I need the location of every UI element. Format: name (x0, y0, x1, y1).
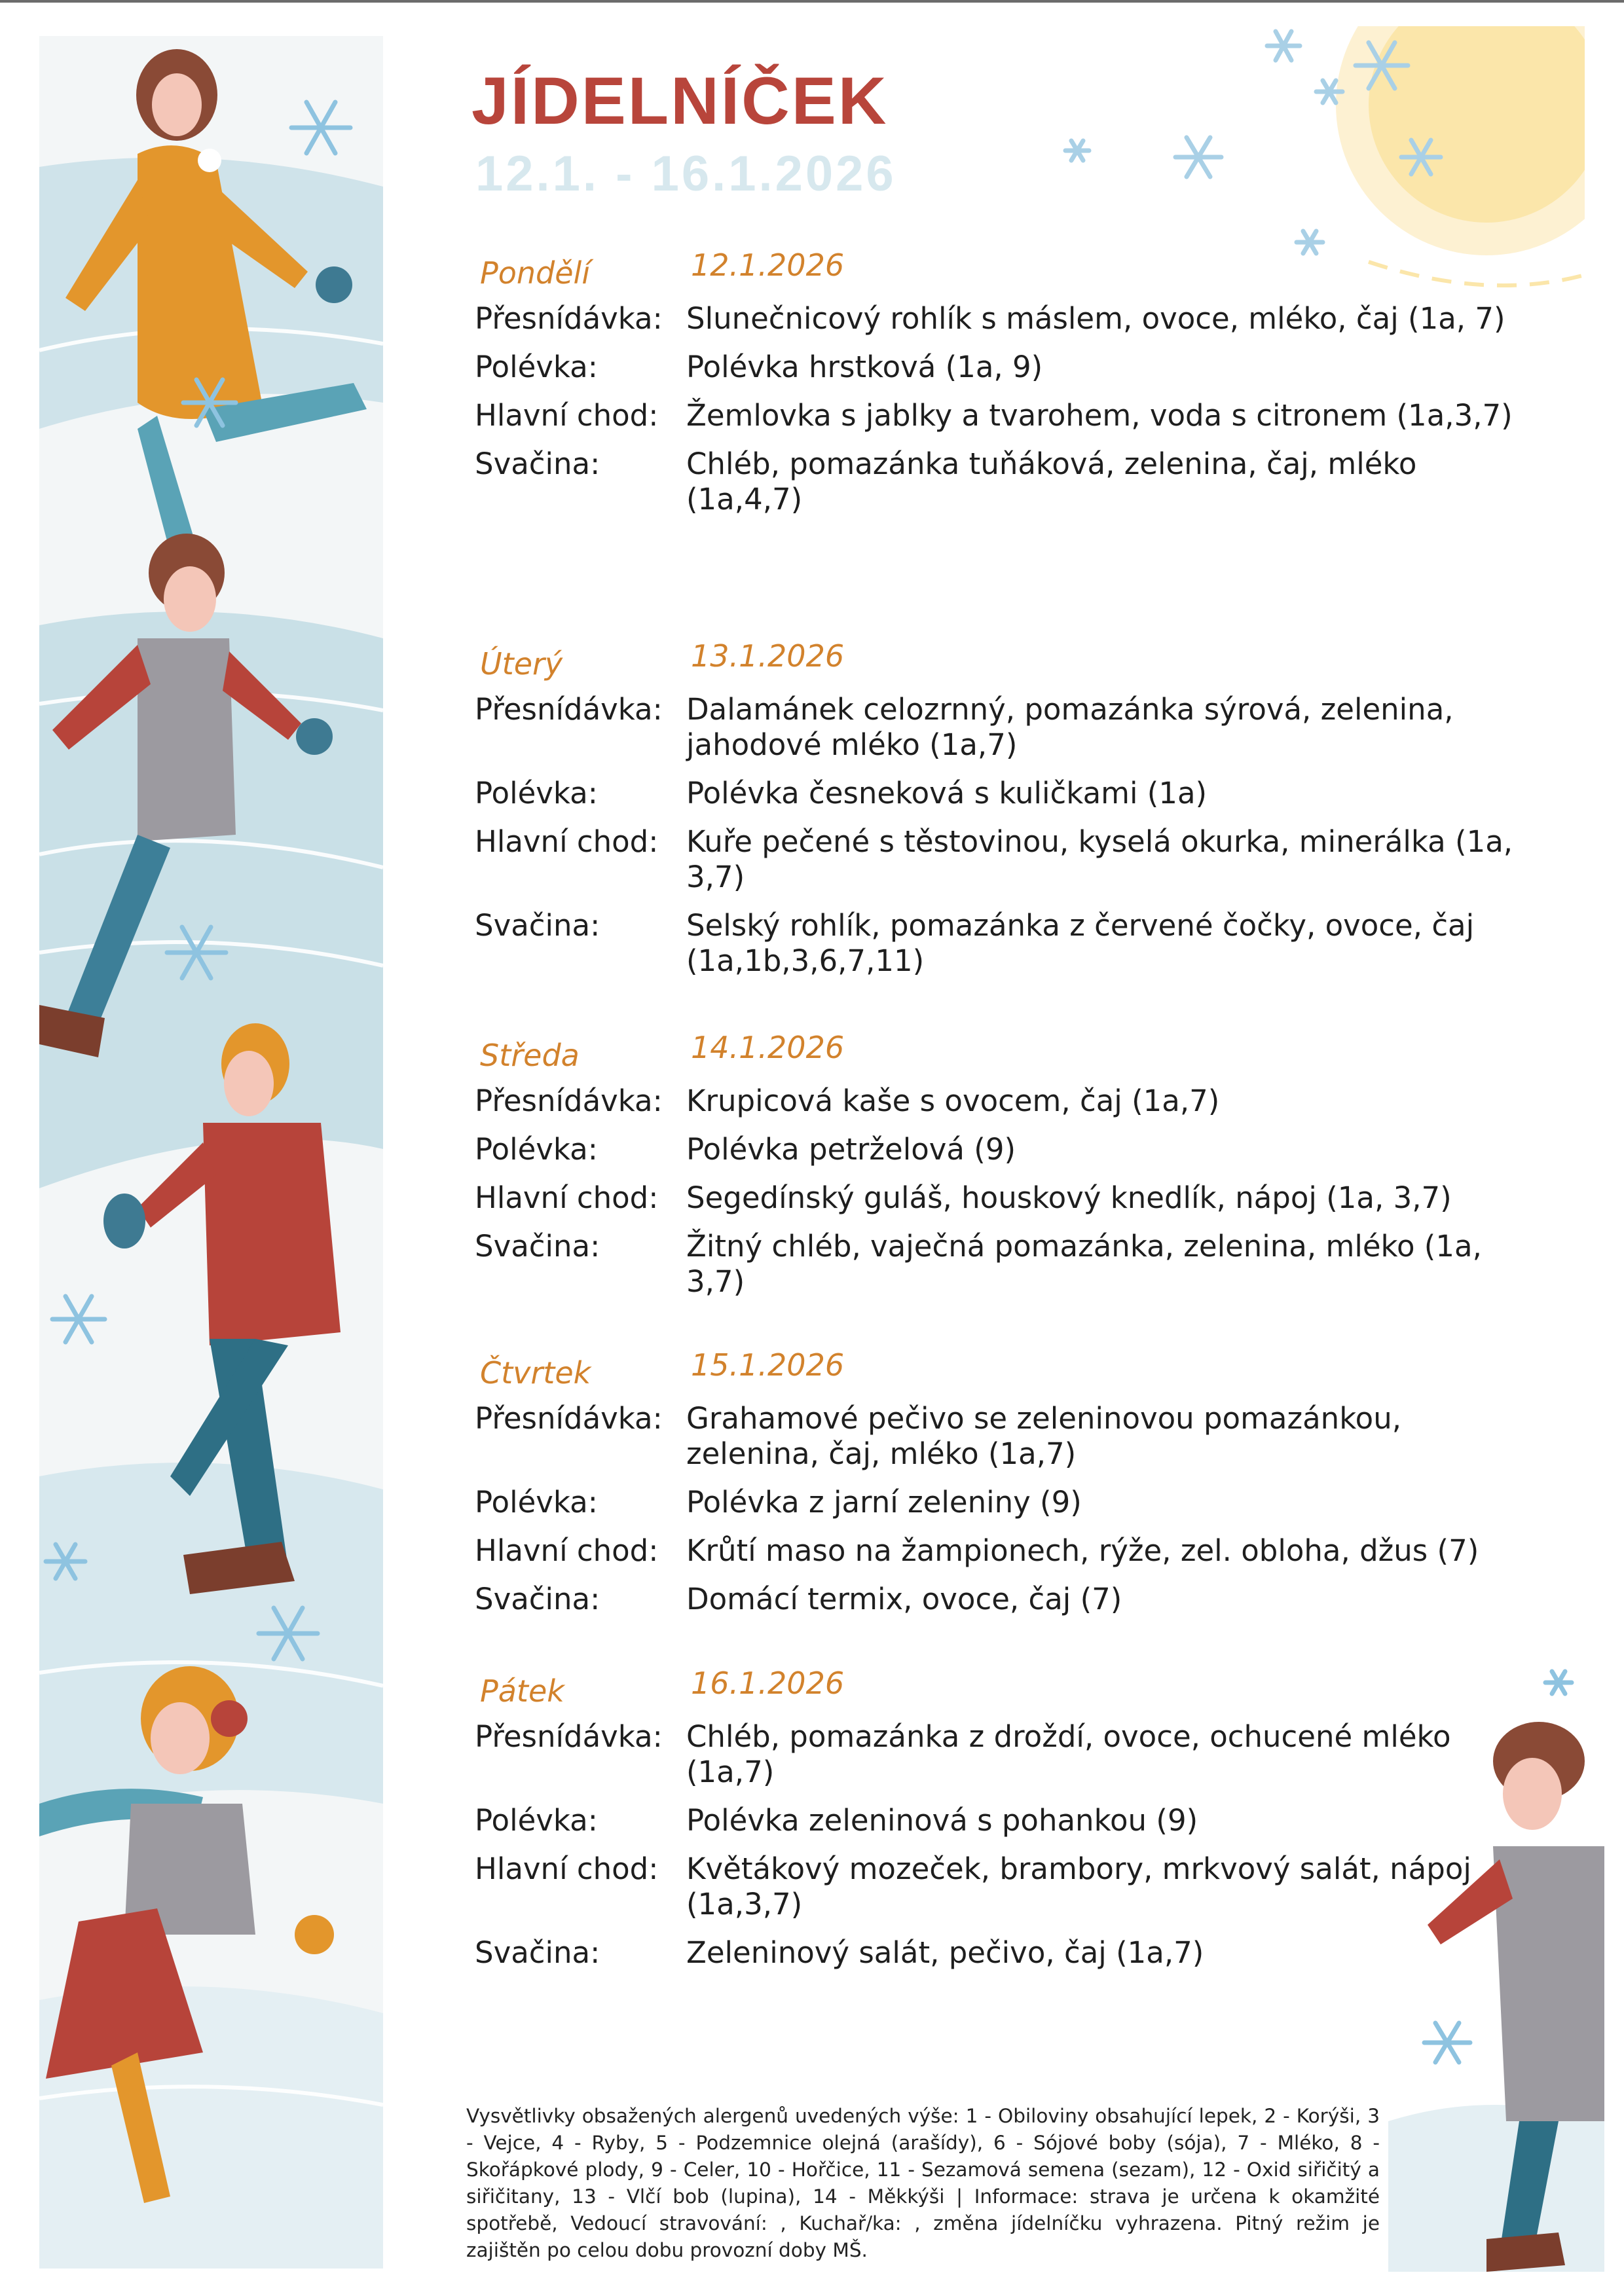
meal-breakfast (475, 1719, 1536, 1790)
meal-breakfast (475, 1084, 1536, 1119)
day-name: Středa (480, 1038, 580, 1073)
meal-text: Polévka z jarní zeleniny (9) (686, 1485, 1082, 1520)
day-thursday (475, 1349, 1536, 1630)
day-wednesday (475, 1031, 1536, 1313)
meal-soup (475, 1132, 1536, 1167)
meal-soup (475, 350, 1536, 385)
meal-label: Polévka: (475, 350, 598, 384)
meal-label: Přesnídávka: (475, 692, 663, 727)
skaters-illustration (39, 36, 383, 2269)
meal-label: Svačina: (475, 1229, 600, 1264)
meal-label: Hlavní chod: (475, 824, 659, 859)
meal-breakfast (475, 692, 1536, 763)
meal-label: Svačina: (475, 1935, 600, 1970)
meal-snack (475, 446, 1536, 517)
meal-label: Přesnídávka: (475, 301, 663, 336)
meal-text: Žitný chléb, vaječná pomazánka, zelenina, mléko (1a, 3,7) (686, 1229, 1482, 1299)
meal-text: Polévka česneková s kuličkami (1a) (686, 776, 1208, 811)
meal-text: Slunečnicový rohlík s máslem, ovoce, mléko, čaj (1a, 7) (686, 301, 1505, 336)
day-date: 12.1.2026 (691, 247, 845, 283)
meal-soup (475, 776, 1536, 811)
day-name: Pondělí (480, 255, 591, 291)
meal-main (475, 1851, 1536, 1922)
meal-text: Polévka hrstková (1a, 9) (686, 350, 1043, 384)
meal-text: Domácí termix, ovoce, čaj (7) (686, 1582, 1122, 1616)
day-name: Čtvrtek (480, 1355, 591, 1391)
meal-text: Dalamánek celozrnný, pomazánka sýrová, zelenina, jahodové mléko (1a,7) (686, 692, 1454, 762)
meal-text: Kuře pečené s těstovinou, kyselá okurka, minerálka (1a, 3,7) (686, 824, 1513, 894)
meal-label: Polévka: (475, 1132, 598, 1167)
meal-text: Chléb, pomazánka z droždí, ovoce, ochucené mléko (1a,7) (686, 1719, 1451, 1789)
day-tuesday (475, 640, 1536, 992)
meal-text: Květákový mozeček, brambory, mrkvový salát, nápoj (1a,3,7) (686, 1851, 1471, 1922)
meal-label: Hlavní chod: (475, 1851, 659, 1886)
meal-label: Přesnídávka: (475, 1719, 663, 1754)
day-date: 15.1.2026 (691, 1347, 845, 1383)
meal-label: Polévka: (475, 1485, 598, 1520)
day-name: Pátek (480, 1673, 564, 1709)
meal-breakfast (475, 1401, 1536, 1472)
day-friday (475, 1667, 1536, 1984)
meal-text: Grahamové pečivo se zeleninovou pomazánkou, zelenina, čaj, mléko (1a,7) (686, 1401, 1402, 1471)
meal-label: Svačina: (475, 446, 600, 481)
meal-label: Přesnídávka: (475, 1401, 663, 1436)
meal-label: Polévka: (475, 1803, 598, 1838)
meal-snack (475, 908, 1536, 979)
meal-text: Krupicová kaše s ovocem, čaj (1a,7) (686, 1084, 1220, 1118)
meal-text: Segedínský guláš, houskový knedlík, nápoj (1a, 3,7) (686, 1180, 1452, 1215)
meal-snack (475, 1935, 1536, 1971)
meal-text: Polévka petrželová (9) (686, 1132, 1016, 1167)
meal-snack (475, 1229, 1536, 1300)
day-date: 13.1.2026 (691, 638, 845, 674)
meal-text: Zeleninový salát, pečivo, čaj (1a,7) (686, 1935, 1204, 1970)
meal-text: Žemlovka s jablky a tvarohem, voda s citronem (1a,3,7) (686, 398, 1513, 433)
meal-breakfast (475, 301, 1536, 337)
meal-snack (475, 1582, 1536, 1617)
day-date: 16.1.2026 (691, 1666, 845, 1701)
meal-label: Hlavní chod: (475, 398, 659, 433)
meal-label: Hlavní chod: (475, 1180, 659, 1215)
meal-soup (475, 1803, 1536, 1838)
meal-main (475, 398, 1536, 433)
meal-main (475, 824, 1536, 895)
meal-soup (475, 1485, 1536, 1520)
meal-label: Svačina: (475, 908, 600, 943)
meal-label: Přesnídávka: (475, 1084, 663, 1118)
top-border-line (0, 0, 1624, 3)
meal-text: Chléb, pomazánka tuňáková, zelenina, čaj, mléko (1a,4,7) (686, 446, 1417, 517)
meal-text: Krůtí maso na žampionech, rýže, zel. obloha, džus (7) (686, 1533, 1479, 1568)
day-monday (475, 249, 1536, 530)
date-range: 12.1. - 16.1.2026 (475, 146, 896, 202)
meal-text: Selský rohlík, pomazánka z červené čočky, ovoce, čaj (1a,1b,3,6,7,11) (686, 908, 1475, 978)
meal-main (475, 1533, 1536, 1569)
meal-label: Svačina: (475, 1582, 600, 1616)
meal-label: Hlavní chod: (475, 1533, 659, 1568)
meal-label: Polévka: (475, 776, 598, 811)
day-date: 14.1.2026 (691, 1030, 845, 1065)
allergen-legend: Vysvětlivky obsažených alergenů uvedených výše: 1 - Obiloviny obsahující lepek, 2 - Korýši, 3 - Vejce, 4 - Ryby, 5 - Podzemnice olejná (arašídy), 6 - Sójové boby (sója), 7 - Mléko, 8 - Skořápkové plody, 9 - Celer, 10 - Hořčice, 11 - Sezamová semena (sezam), 12 - Oxid siřičitý a siřičitany, 13 - Vlčí bob (lupina), 14 - Měkkýši | Informace: strava je určena k okamžité spotřebě, Vedoucí stravování: , Kuchař/ka: , změna jídelníčku vyhrazena. Pitný režim je zajištěn po celou dobu provozní doby MŠ. (466, 2105, 1380, 2261)
day-name: Úterý (480, 646, 563, 682)
page-title: JÍDELNÍČEK (471, 64, 889, 138)
meal-text: Polévka zeleninová s pohankou (9) (686, 1803, 1198, 1838)
meal-main (475, 1180, 1536, 1216)
